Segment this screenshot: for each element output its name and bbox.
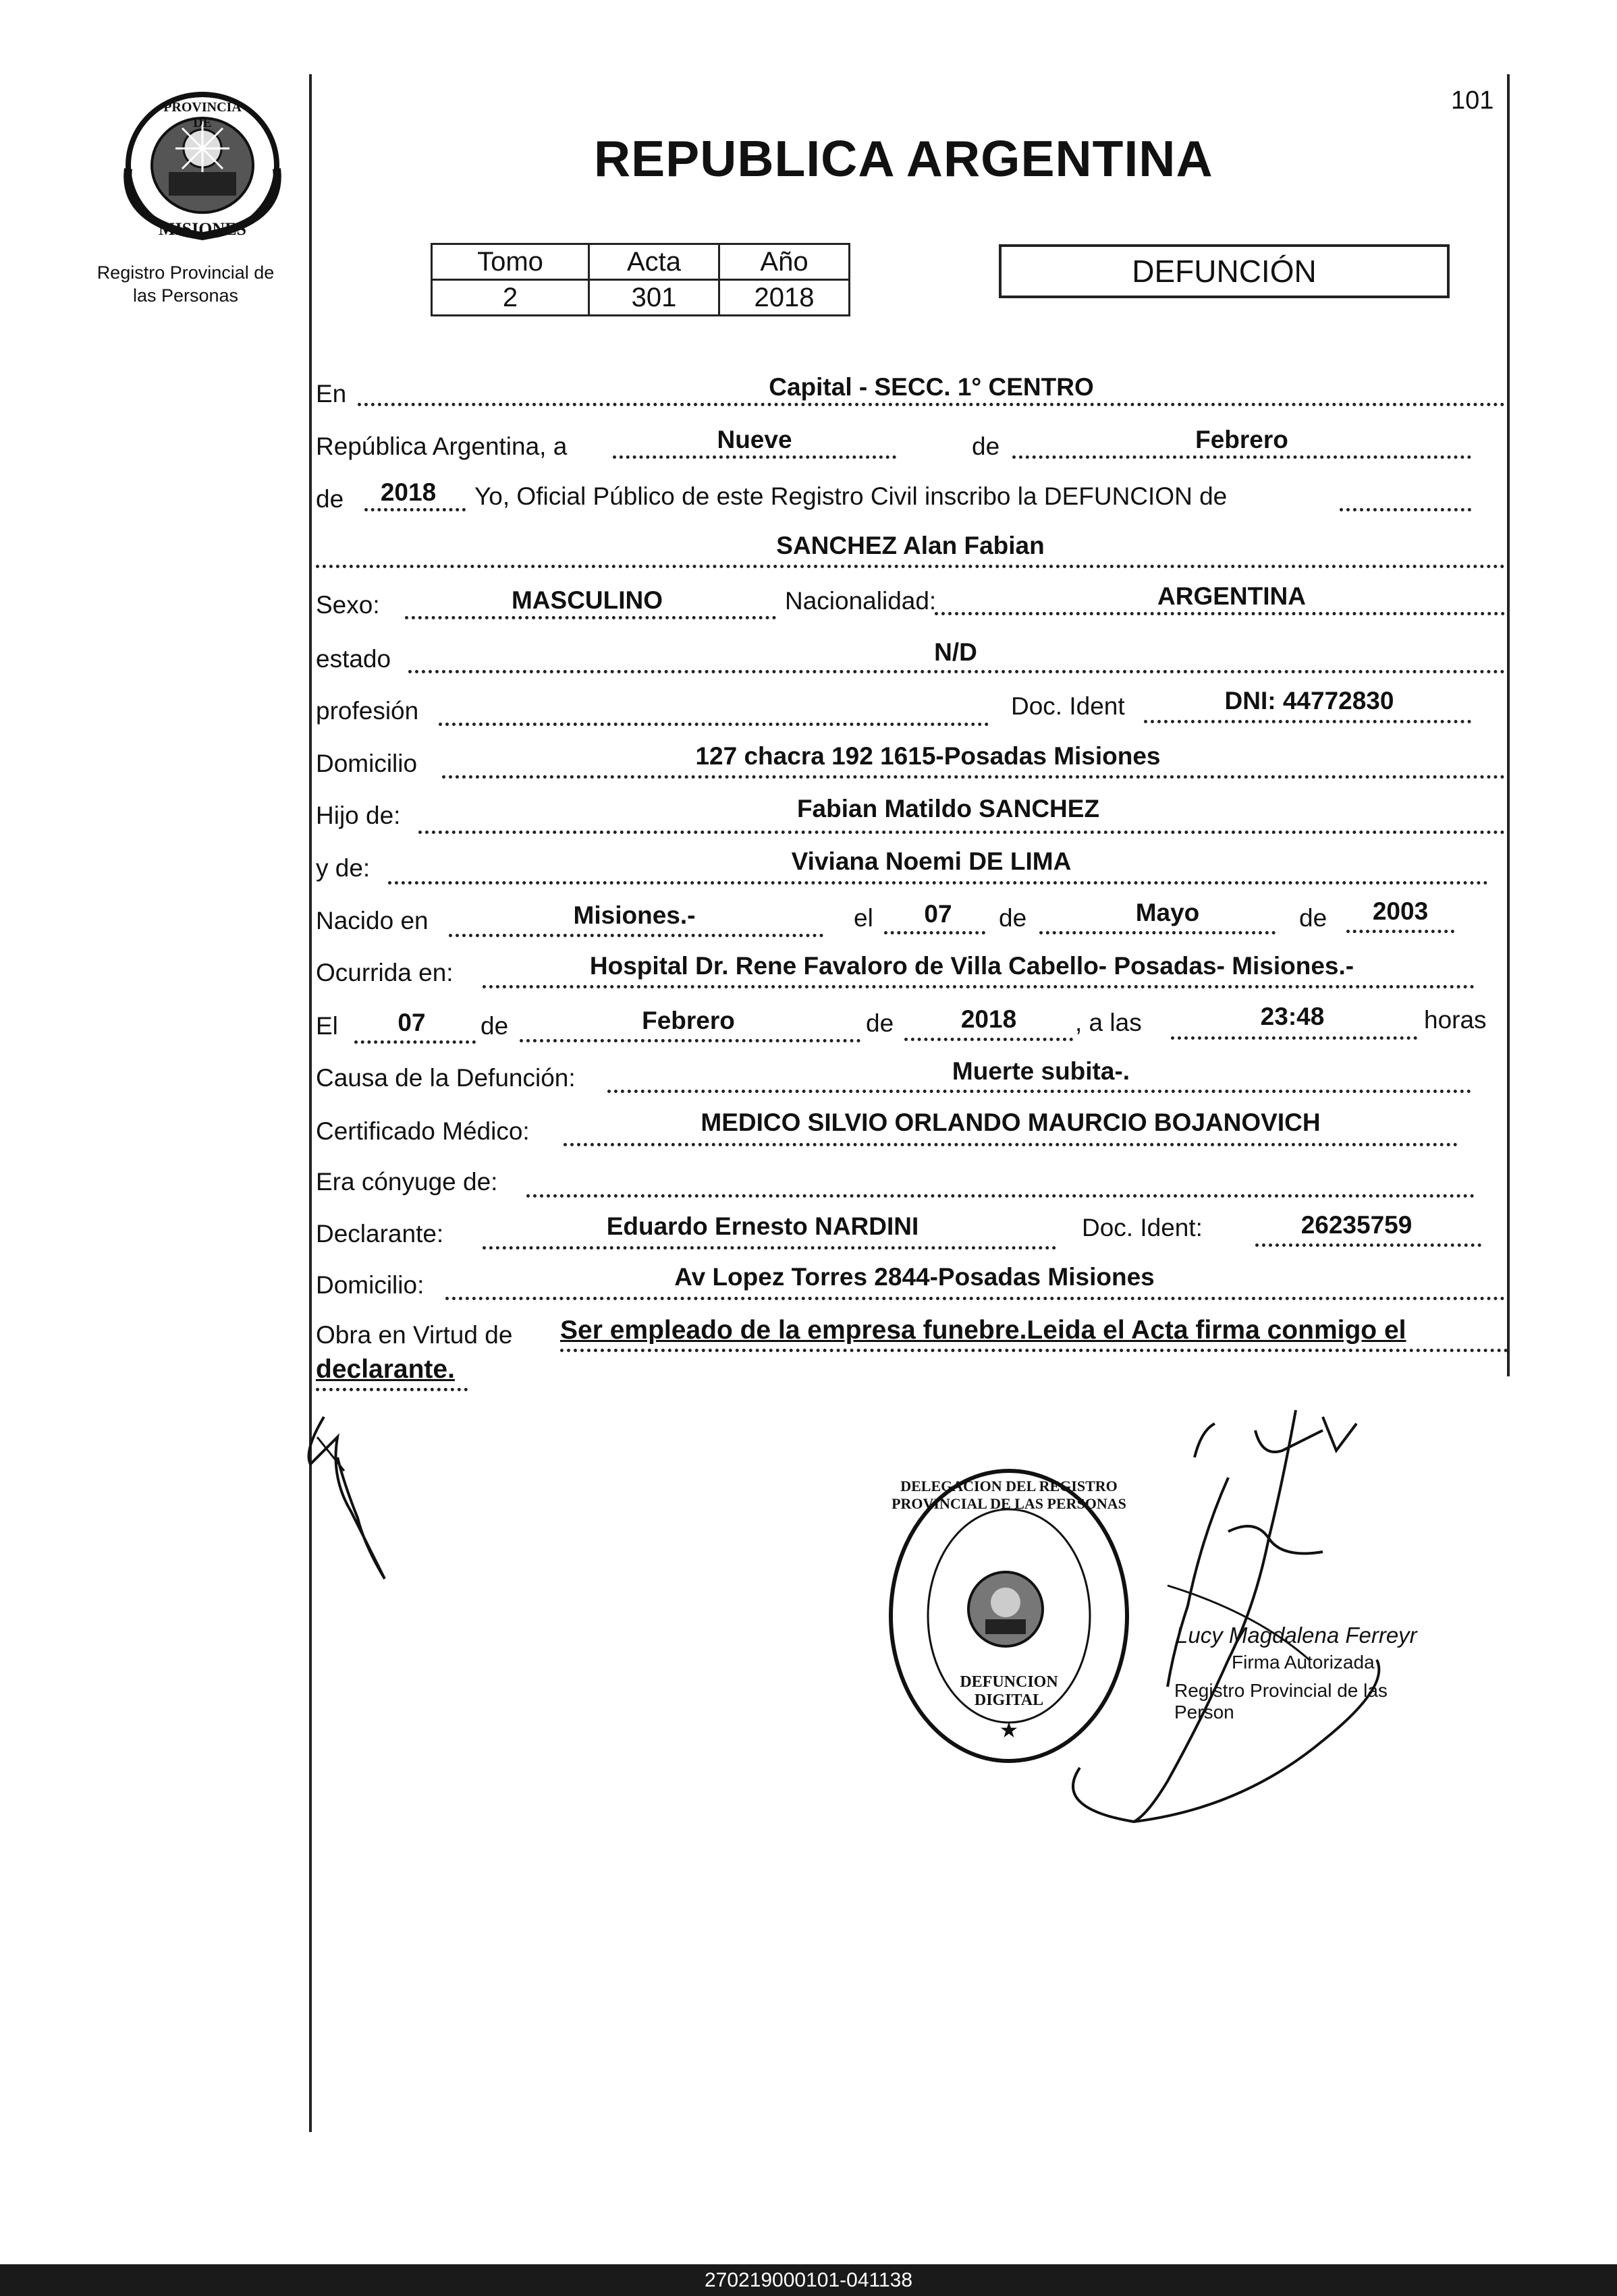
registry-caption-line2: las Personas	[132, 285, 239, 306]
left-margin-line	[309, 74, 312, 2132]
stamp-ring-text: DELEGACION DEL REGISTRO PROVINCIAL DE LAS PERSONAS	[892, 1478, 1126, 1513]
stamp-inner-text: DEFUNCION DIGITAL	[960, 1673, 1058, 1709]
oficial-text: Yo, Oficial Público de este Registro Civil inscribo la DEFUNCION de	[474, 482, 1228, 510]
birth-day-value: 07	[924, 900, 952, 928]
month-dotted-line	[1012, 455, 1471, 459]
cert-label: Certificado Médico:	[316, 1117, 530, 1145]
hijo-dotted-line	[418, 831, 1505, 834]
en-value: Capital - SECC. 1° CENTRO	[769, 373, 1094, 401]
de-label: de	[972, 432, 1000, 460]
domicilio-label: Domicilio	[316, 750, 418, 777]
declarante-label: Declarante:	[316, 1220, 444, 1248]
record-table-header: Acta	[589, 244, 719, 280]
ocurrida-label: Ocurrida en:	[316, 959, 454, 986]
oficial-trailing-dots	[1340, 508, 1471, 511]
sexo-label: Sexo:	[316, 591, 380, 619]
birth-year-dotted-line	[1346, 930, 1454, 933]
obra-label: Obra en Virtud de	[316, 1321, 513, 1349]
death-month-value: Febrero	[642, 1007, 735, 1034]
yde-dotted-line	[388, 881, 1488, 885]
nacido-label: Nacido en	[316, 907, 429, 934]
doc-type-box	[999, 244, 1450, 298]
record-table-header-row	[432, 244, 850, 280]
emblem-top-text: PROVINCIA DE	[163, 100, 242, 130]
provincial-emblem	[115, 88, 290, 243]
barcode-number: 270219000101-041138	[704, 2269, 913, 2291]
yde-label: y de:	[316, 854, 371, 882]
year-value: 2018	[380, 478, 437, 506]
registry-caption-line1: Registro Provincial de	[97, 262, 275, 283]
profesion-dotted-line	[439, 723, 989, 726]
hijo-label: Hijo de:	[316, 802, 401, 829]
record-table-header: Tomo	[432, 244, 589, 280]
signatory-role: Firma Autorizada	[1232, 1652, 1375, 1673]
nacionalidad-label: Nacionalidad:	[785, 587, 937, 615]
estado-dotted-line	[408, 670, 1505, 673]
obra-dotted-line	[560, 1349, 1508, 1352]
obra-value-line1: Ser empleado de la empresa funebre.Leida el Acta firma conmigo el	[560, 1316, 1406, 1345]
acta-value: 301	[589, 280, 719, 316]
svg-text:★: ★	[999, 1718, 1019, 1742]
nacido-dotted-line	[449, 934, 823, 937]
death-time-dotted-line	[1171, 1036, 1417, 1040]
deceased-name: SANCHEZ Alan Fabian	[776, 532, 1045, 559]
page-title: REPUBLICA ARGENTINA	[594, 130, 1213, 187]
right-margin-line	[1507, 74, 1510, 1376]
death-day-dotted-line	[354, 1040, 476, 1044]
year-dotted-line	[364, 508, 466, 511]
doc-ident2-dotted-line	[1255, 1243, 1481, 1247]
obra-dotted-line-2	[316, 1388, 468, 1391]
hijo-value: Fabian Matildo SANCHEZ	[796, 795, 1100, 822]
doc-ident-value: DNI: 44772830	[1224, 687, 1394, 715]
nacionalidad-dotted-line	[935, 612, 1505, 615]
doc-ident2-value: 26235759	[1300, 1211, 1413, 1239]
domicilio-value: 127 chacra 192 1615-Posadas Misiones	[695, 742, 1161, 770]
yde-value: Viviana Noemi DE LIMA	[791, 847, 1072, 875]
nacionalidad-value: ARGENTINA	[1157, 582, 1306, 610]
name-dotted-line	[316, 565, 1505, 568]
day-words-value: Nueve	[717, 426, 792, 453]
cert-value: MEDICO SILVIO ORLANDO MAURCIO BOJANOVICH	[701, 1109, 1321, 1136]
causa-dotted-line	[607, 1090, 1471, 1093]
domicilio2-label: Domicilio:	[316, 1271, 424, 1299]
el-label: el	[854, 904, 873, 932]
domicilio-dotted-line	[442, 775, 1505, 779]
declarante-value: Eduardo Ernesto NARDINI	[606, 1212, 919, 1240]
month-value: Febrero	[1195, 426, 1288, 453]
record-table	[431, 243, 850, 316]
conyuge-dotted-line	[526, 1194, 1475, 1198]
signatory-name: Lucy Magdalena Ferreyr	[1176, 1623, 1417, 1648]
estado-value: N/D	[934, 638, 977, 666]
conyuge-label: Era cónyuge de:	[316, 1168, 498, 1196]
de-label: de	[866, 1009, 894, 1037]
republica-label: República Argentina, a	[316, 432, 568, 460]
domicilio2-dotted-line	[445, 1297, 1505, 1300]
doc-ident-dotted-line	[1144, 720, 1471, 723]
signatory-org: Registro Provincial de las Person	[1174, 1680, 1388, 1723]
estado-label: estado	[316, 645, 391, 673]
horas-label: horas	[1424, 1006, 1487, 1034]
day-dotted-line	[613, 455, 896, 459]
doc-ident2-label: Doc. Ident:	[1082, 1214, 1203, 1241]
el2-label: El	[316, 1012, 338, 1040]
obra-value-line2: declarante.	[316, 1355, 455, 1384]
footer-bar	[0, 2264, 1617, 2296]
cert-dotted-line	[564, 1143, 1458, 1146]
profesion-label: profesión	[316, 697, 419, 725]
death-day-value: 07	[398, 1009, 426, 1036]
birth-month-value: Mayo	[1135, 899, 1200, 926]
death-year-value: 2018	[960, 1005, 1017, 1033]
ocurrida-value: Hospital Dr. Rene Favaloro de Villa Cabello- Posadas- Misiones.-	[589, 952, 1354, 980]
de-label: de	[481, 1012, 509, 1040]
domicilio2-value: Av Lopez Torres 2844-Posadas Misiones	[674, 1263, 1155, 1291]
sexo-dotted-line	[405, 616, 776, 619]
official-signature	[850, 1403, 1404, 1835]
death-month-dotted-line	[520, 1039, 860, 1042]
emblem-bottom-text: MISIONES	[158, 219, 247, 239]
doc-ident-label: Doc. Ident	[1011, 692, 1125, 720]
declarante-dotted-line	[483, 1246, 1056, 1250]
birth-year-value: 2003	[1372, 897, 1429, 925]
en-label: En	[316, 380, 347, 408]
de-label: de	[1299, 904, 1327, 932]
doc-type-label: DEFUNCIÓN	[1132, 254, 1317, 289]
birth-day-dotted-line	[884, 931, 985, 934]
death-time-value: 23:48	[1260, 1003, 1325, 1030]
causa-label: Causa de la Defunción:	[316, 1064, 576, 1092]
registry-caption	[74, 262, 297, 308]
sexo-value: MASCULINO	[511, 586, 663, 614]
de-label: de	[999, 904, 1027, 932]
birth-month-dotted-line	[1039, 931, 1276, 934]
en-dotted-line	[358, 403, 1505, 406]
nacido-value: Misiones.-	[573, 901, 696, 929]
ocurrida-dotted-line	[483, 985, 1475, 988]
record-table-value-row	[432, 280, 850, 316]
de-label: de	[316, 485, 344, 513]
causa-value: Muerte subita-.	[952, 1057, 1130, 1085]
page-number: 101	[1451, 86, 1494, 115]
record-table-header: Año	[719, 244, 850, 280]
declarant-signature	[297, 1410, 405, 1586]
anio-value: 2018	[719, 280, 850, 316]
alas-label: , a las	[1075, 1009, 1142, 1036]
tomo-value: 2	[432, 280, 589, 316]
death-year-dotted-line	[904, 1038, 1073, 1041]
